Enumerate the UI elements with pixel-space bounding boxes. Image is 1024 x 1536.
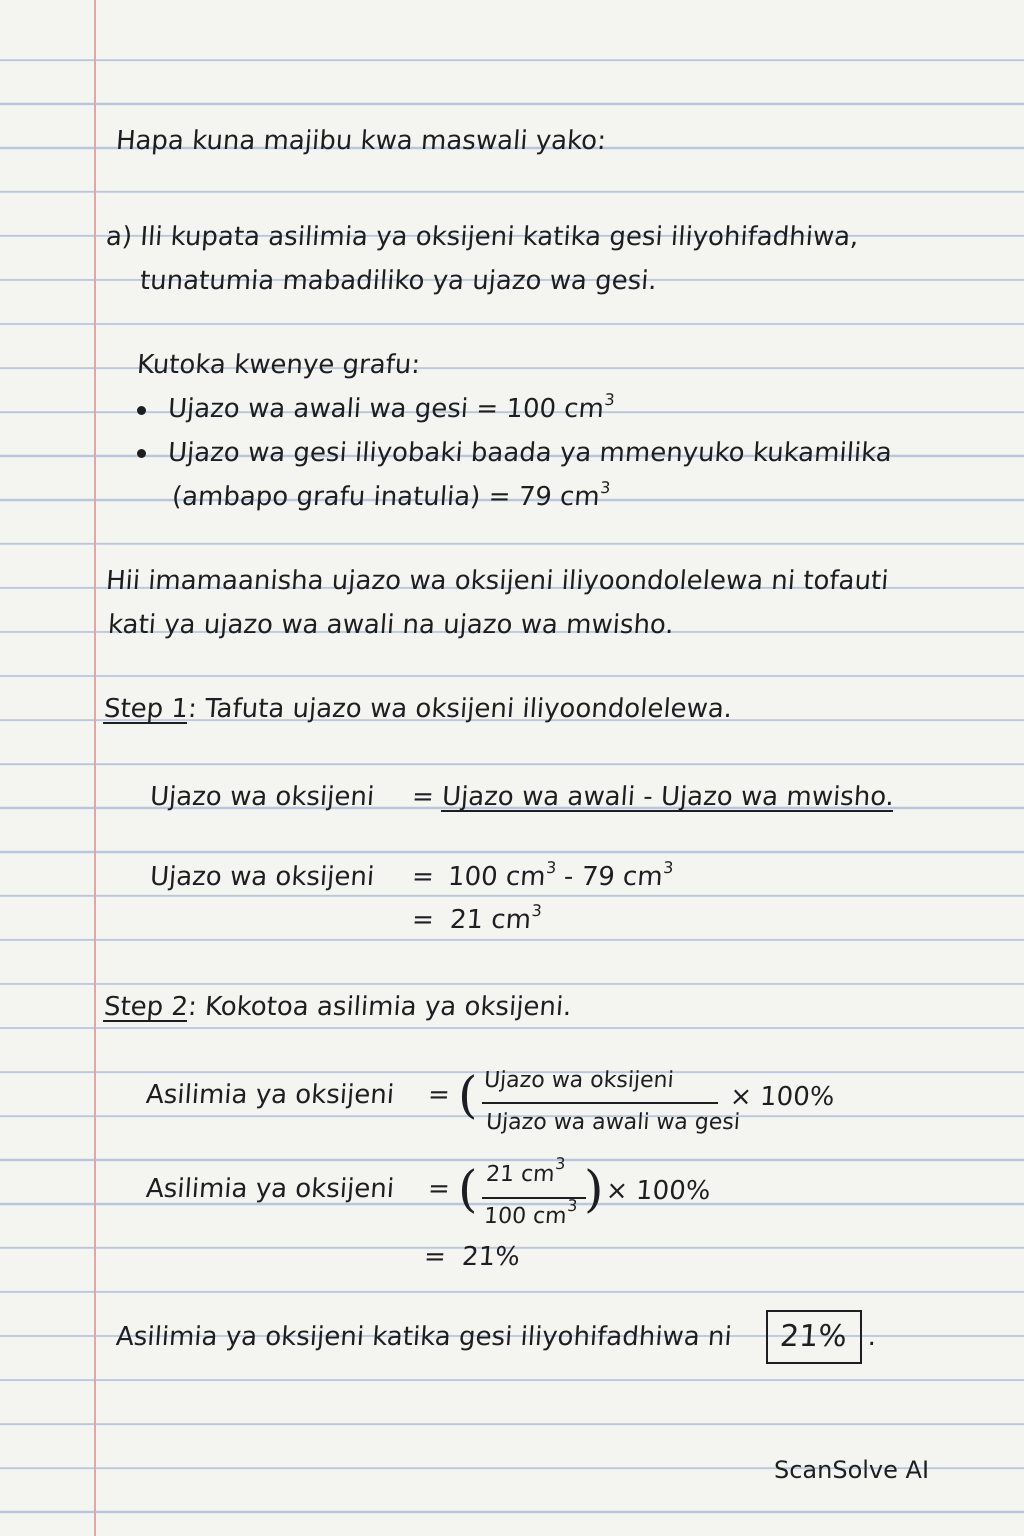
step-1-calc-lhs: Ujazo wa oksijeni [148, 862, 376, 892]
step-1-heading: Step 1: Tafuta ujazo wa oksijeni iliyoondolelewa. [102, 694, 734, 724]
intro-text: Hapa kuna majibu kwa maswali yako: [114, 126, 607, 156]
bullet-2-line-2: (ambapo grafu inatulia) = 79 $cm^3$ [170, 478, 612, 512]
step-2-label: Step 2 [102, 992, 190, 1022]
step-2-calc-lhs: Asilimia ya oksijeni [144, 1174, 396, 1204]
equals-sign: = [422, 1242, 447, 1272]
step-2-formula-lhs: Asilimia ya oksijeni [144, 1080, 396, 1110]
equals-sign: = [410, 862, 435, 892]
meaning-line-1: Hii imamaanisha ujazo wa oksijeni iliyoondolelewa ni tofauti [104, 566, 890, 596]
times-100-percent: × 100% [728, 1082, 836, 1112]
step-1-result: 21 $cm^3$ [448, 901, 543, 935]
fraction-denominator: Ujazo wa awali wa gesi [485, 1110, 741, 1135]
signature: ScanSolve AI [774, 1456, 930, 1484]
bullet-1: Ujazo wa awali wa gesi = 100 $cm^3$ [166, 390, 616, 424]
margin-line [94, 0, 96, 1536]
fraction-numerator: Ujazo wa oksijeni [483, 1068, 675, 1093]
part-a-line-2: tunatumia mabadiliko ya ujazo wa gesi. [138, 266, 658, 296]
left-paren: ( [458, 1160, 478, 1218]
equals-sign: = [426, 1080, 451, 1110]
bullet-dot [137, 449, 146, 458]
left-paren: ( [458, 1066, 478, 1124]
bullet-dot [137, 406, 146, 415]
fraction-bar [482, 1102, 718, 1104]
calc-denominator: 100 $cm^3$ [483, 1196, 579, 1229]
part-a-line-1: a) Ili kupata asilimia ya oksijeni katika gesi iliyohifadhiwa, [104, 222, 860, 252]
answer-value: 21% [778, 1319, 848, 1354]
meaning-line-2: kati ya ujazo wa awali na ujazo wa mwisho. [106, 610, 675, 640]
equals-sign: = [410, 782, 435, 812]
times-100-percent: × 100% [604, 1176, 712, 1206]
conclusion-period: . [866, 1322, 878, 1352]
graph-heading: Kutoka kwenye grafu: [135, 350, 422, 380]
step-1-formula-rhs: Ujazo wa awali - Ujazo wa mwisho. [440, 782, 896, 812]
conclusion-text: Asilimia ya oksijeni katika gesi iliyohifadhiwa ni [114, 1322, 733, 1352]
step-2-heading: Step 2: Kokotoa asilimia ya oksijeni. [102, 992, 573, 1022]
equals-sign: = [410, 905, 435, 935]
equals-sign: = [426, 1174, 451, 1204]
step-1-calc: 100 $cm^3 - 79$ $cm^3$ [446, 858, 675, 892]
right-paren: ) [584, 1160, 604, 1218]
step-1-formula-lhs: Ujazo wa oksijeni [148, 782, 376, 812]
step-1-label: Step 1 [102, 694, 190, 724]
step-2-result: 21% [460, 1242, 521, 1272]
calc-numerator: 21 $cm^3$ [485, 1154, 567, 1187]
bullet-2-line-1: Ujazo wa gesi iliyobaki baada ya mmenyuko kukamilika [166, 438, 893, 468]
answer-box [766, 1310, 862, 1364]
